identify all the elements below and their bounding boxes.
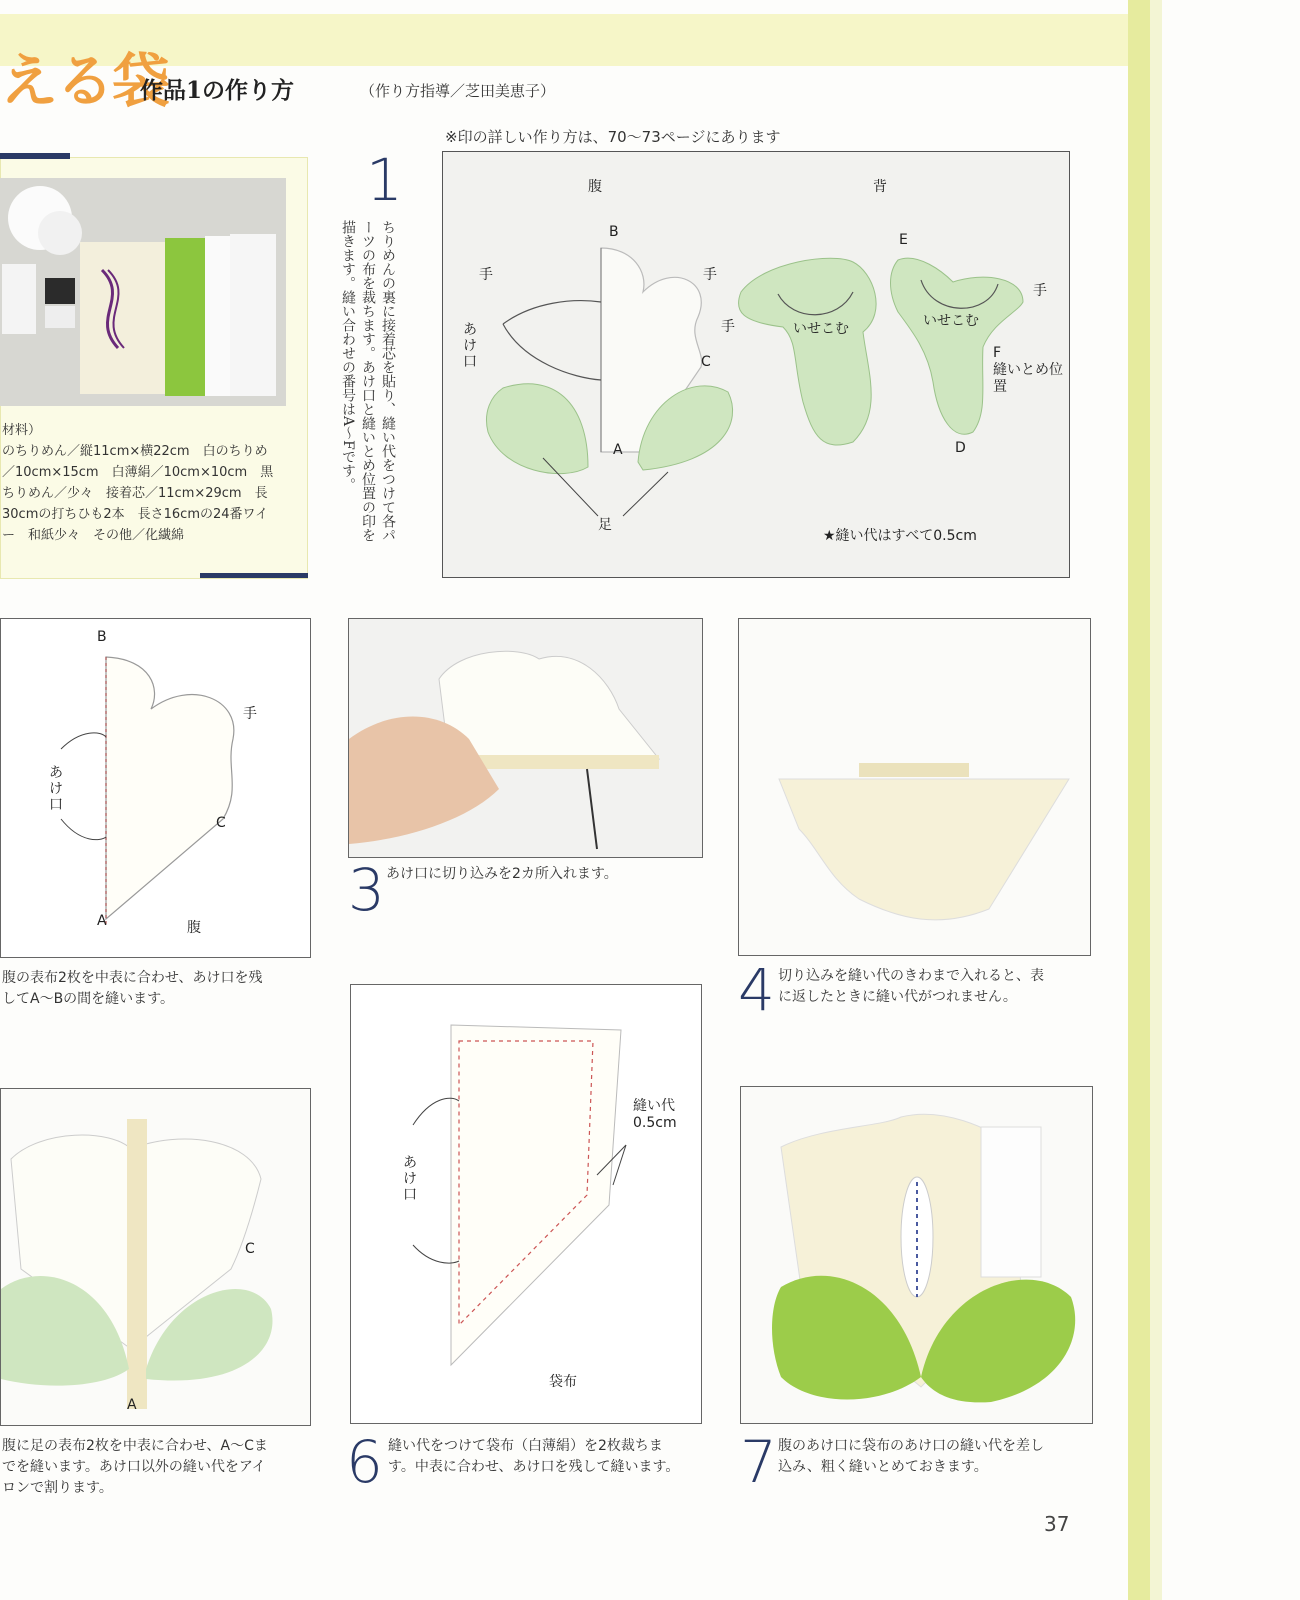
materials-line: ー 和紙少々 その他／化繊綿 xyxy=(2,528,185,543)
materials-text xyxy=(2,420,302,546)
caption-line: 切り込みを縫い代のきわまで入れると、表 xyxy=(778,968,1044,984)
label-point-d: D xyxy=(955,440,966,456)
caption-line: に返したときに縫い代がつれません。 xyxy=(778,989,1017,1005)
label-line: 縫い代 xyxy=(633,1098,675,1114)
caption-line: 縫い代をつけて袋布（白薄絹）を2枚裁ちま xyxy=(388,1438,663,1454)
label-opening: あけ口 xyxy=(49,765,63,813)
step-7-art xyxy=(741,1087,1092,1423)
materials-line: 30cmの打ちひも2本 長さ16cmの24番ワイ xyxy=(2,507,269,522)
step-6-panel xyxy=(350,984,702,1424)
pattern-diagram xyxy=(442,151,1070,578)
label-opening: あけ口 xyxy=(403,1155,417,1203)
caption-line: 腹の表布2枚を中表に合わせ、あけ口を残 xyxy=(2,970,263,986)
step-3-photo xyxy=(348,618,703,858)
step-5-art xyxy=(1,1089,310,1425)
caption-line: ロンで割ります。 xyxy=(2,1480,113,1496)
label-point-a: A xyxy=(613,442,623,458)
step-2-art xyxy=(1,619,310,957)
step-4-photo xyxy=(738,618,1091,956)
pattern-diagram-art xyxy=(443,152,1069,577)
header-band xyxy=(0,14,1128,66)
materials-line: ちりめん／少々 接着芯／11cm×29cm 長 xyxy=(2,486,268,501)
step-1-number: 1 xyxy=(366,146,403,214)
page-number: 37 xyxy=(1044,1512,1070,1536)
materials-photo xyxy=(0,178,286,406)
materials-heading: 材料） xyxy=(2,423,42,438)
step-7-number: 7 xyxy=(740,1428,777,1496)
label-point-c: C xyxy=(701,354,711,370)
label-seam-allowance xyxy=(633,1095,677,1131)
materials-box-accent-bottom xyxy=(200,573,308,578)
label-point-f: F xyxy=(993,345,1002,361)
label-belly: 腹 xyxy=(588,179,602,195)
page-spine-edge xyxy=(1150,0,1162,1600)
label-point-a: A xyxy=(127,1397,137,1413)
label-bag-cloth: 袋布 xyxy=(549,1374,577,1390)
caption-line: 腹のあけ口に袋布のあけ口の縫い代を差し xyxy=(778,1438,1044,1454)
label-back: 背 xyxy=(873,179,887,195)
label-point-b: B xyxy=(609,224,619,240)
materials-line: のちりめん／縦11cm×横22cm 白のちりめ xyxy=(2,444,268,459)
step-3-number: 3 xyxy=(348,856,385,924)
seam-allowance-note: ★縫い代はすべて0.5cm xyxy=(823,528,977,544)
step-6-caption xyxy=(388,1436,708,1478)
materials-line: ／10cm×15cm 白薄絹／10cm×10cm 黒 xyxy=(2,465,274,480)
label-point-a: A xyxy=(97,913,107,929)
materials-photo-art xyxy=(0,178,286,406)
step-4-art xyxy=(739,619,1090,955)
step-1-text: ちりめんの裏に接着芯を貼り、縫い代をつけて各パーツの布を裁ちます。あけ口と縫いとめ位置の印を描きます。縫い合わせの番号はA〜Fです。 xyxy=(340,220,396,542)
label-opening: あけ口 xyxy=(463,322,477,370)
step-5-caption xyxy=(2,1436,312,1499)
step-5-photo xyxy=(0,1088,311,1426)
label-hand: 手 xyxy=(479,267,493,283)
step-6-number: 6 xyxy=(346,1428,383,1496)
label-hand: 手 xyxy=(703,267,717,283)
step-2-panel xyxy=(0,618,311,958)
step-6-art xyxy=(351,985,701,1423)
label-hand: 手 xyxy=(243,706,257,722)
step-7-photo xyxy=(740,1086,1093,1424)
caption-line: でを縫います。あけ口以外の縫い代をアイ xyxy=(2,1459,266,1475)
step-4-caption xyxy=(778,966,1098,1008)
label-point-e: E xyxy=(899,232,908,248)
label-line: 0.5cm xyxy=(633,1115,677,1131)
label-foot: 足 xyxy=(598,517,612,533)
page-title: 作品1の作り方 xyxy=(140,77,295,104)
step-3-art xyxy=(349,619,702,857)
caption-line: す。中表に合わせ、あけ口を残して縫います。 xyxy=(388,1459,680,1475)
label-point-c: C xyxy=(216,815,226,831)
step-2-caption xyxy=(2,968,312,1010)
label-stop-position: 縫いとめ位置 xyxy=(993,362,1063,395)
label-hand: 手 xyxy=(1033,283,1047,299)
caption-line: 腹に足の表布2枚を中表に合わせ、A〜Cま xyxy=(2,1438,268,1454)
label-point-b: B xyxy=(97,629,107,645)
reference-note: ※印の詳しい作り方は、70〜73ページにあります xyxy=(445,128,781,146)
label-ease-in: いせこむ xyxy=(923,313,979,329)
step-7-caption xyxy=(778,1436,1098,1478)
label-hand: 手 xyxy=(721,319,735,335)
page-spine xyxy=(1128,0,1150,1600)
step-4-number: 4 xyxy=(738,956,775,1024)
caption-line: 込み、粗く縫いとめておきます。 xyxy=(778,1459,988,1475)
label-belly: 腹 xyxy=(187,920,201,936)
step-3-caption: あけ口に切り込みを2カ所入れます。 xyxy=(386,866,618,882)
caption-line: してA〜Bの間を縫います。 xyxy=(2,991,175,1007)
label-ease-in: いせこむ xyxy=(793,321,849,337)
series-title: える袋 xyxy=(0,47,169,115)
label-point-c: C xyxy=(245,1241,255,1257)
materials-box-accent xyxy=(0,153,70,159)
page-subtitle: （作り方指導／芝田美恵子） xyxy=(360,82,556,100)
